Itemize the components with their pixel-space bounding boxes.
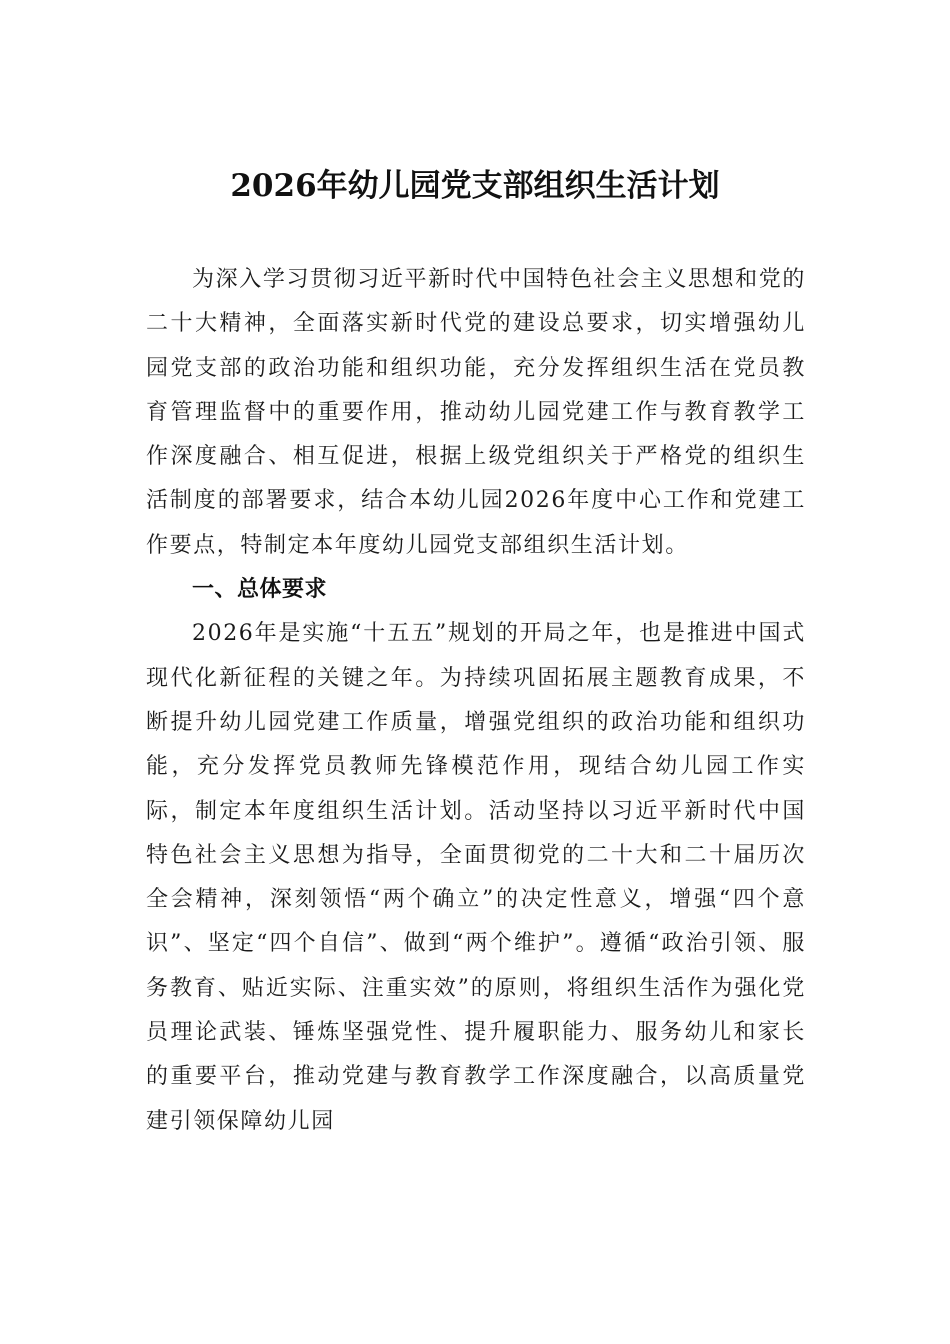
section-paragraph-general-requirements: 2026年是实施“十五五”规划的开局之年，也是推进中国式现代化新征程的关键之年。为持续巩固拓展主题教育成果，不断提升幼儿园党建工作质量，增强党组织的政治功能和组织功能，充分发挥党员教师先锋模范作用，现结合幼儿园工作实际，制定本年度组织生活计划。活动坚持以习近平新时代中国特色社会主义思想为指导，全面贯彻党的二十大和二十届历次全会精神，深刻领悟“两个确立”的决定性意义，增强“四个意识”、坚定“四个自信”、做到“两个维护”。遵循“政治引领、服务教育、贴近实际、注重实效”的原则，将组织生活作为强化党员理论武装、锤炼坚强党性、提升履职能力、服务幼儿和家长的重要平台，推动党建与教育教学工作深度融合，以高质量党建引领保障幼儿园 <box>146 621 806 1134</box>
section-heading-general-requirements: 一、总体要求 <box>192 577 328 603</box>
document-body <box>146 258 806 1144</box>
intro-paragraph: 为深入学习贯彻习近平新时代中国特色社会主义思想和党的二十大精神，全面落实新时代党的建设总要求，切实增强幼儿园党支部的政治功能和组织功能，充分发挥组织生活在党员教育管理监督中的重要作用，推动幼儿园党建工作与教育教学工作深度融合、相互促进，根据上级党组织关于严格党的组织生活制度的部署要求，结合本幼儿园2026年度中心工作和党建工作要点，特制定本年度幼儿园党支部组织生活计划。 <box>146 267 806 558</box>
document-title: 2026年幼儿园党支部组织生活计划 <box>230 168 720 204</box>
